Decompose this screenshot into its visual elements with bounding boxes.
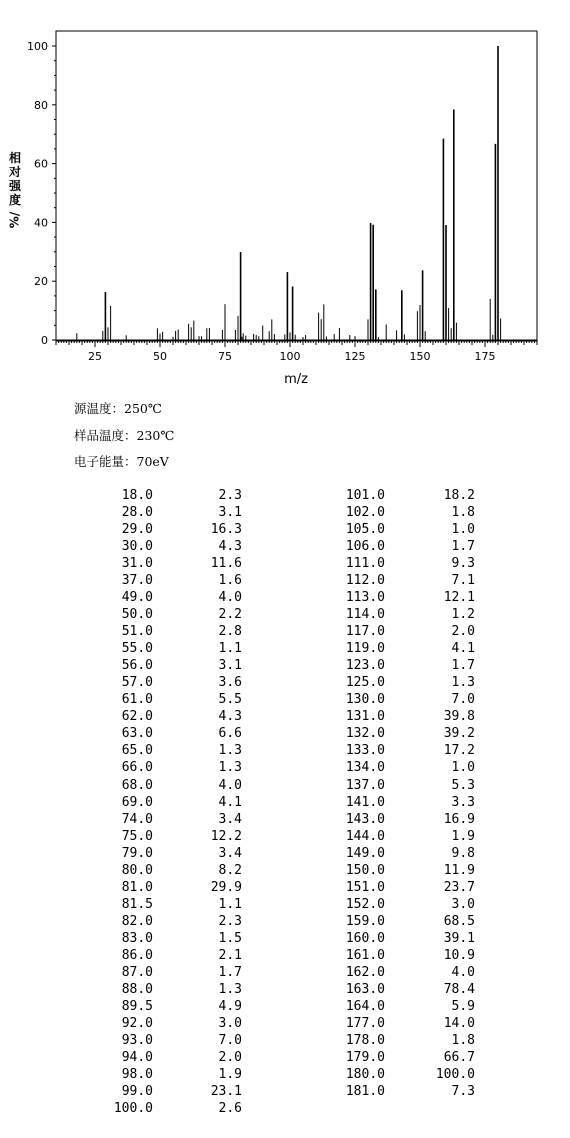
mz-value: 55.0 — [121, 641, 153, 657]
relative-intensity: 10.9 — [443, 947, 475, 963]
mz-value: 150.0 — [345, 862, 385, 878]
table-row — [0, 725, 570, 742]
relative-intensity: 1.8 — [451, 505, 475, 521]
relative-intensity: 2.0 — [451, 624, 475, 640]
mz-value: 83.0 — [121, 930, 153, 946]
relative-intensity: 4.0 — [218, 590, 242, 606]
mz-value: 68.0 — [121, 777, 153, 793]
table-row — [0, 1049, 570, 1066]
table-row — [0, 708, 570, 725]
table-row — [0, 930, 570, 947]
mz-value: 51.0 — [121, 624, 153, 640]
relative-intensity: 9.3 — [451, 556, 475, 572]
table-row — [0, 845, 570, 862]
table-row — [0, 572, 570, 589]
relative-intensity: 17.2 — [443, 743, 475, 759]
x-tick-label: 75 — [218, 350, 232, 363]
mz-value: 181.0 — [345, 1084, 385, 1100]
relative-intensity: 8.2 — [218, 862, 242, 878]
relative-intensity: 1.0 — [451, 760, 475, 776]
mz-value: 132.0 — [345, 726, 385, 742]
mz-value: 81.0 — [121, 879, 153, 895]
mz-value: 93.0 — [121, 1032, 153, 1048]
mz-value: 105.0 — [345, 522, 385, 538]
mz-value: 133.0 — [345, 743, 385, 759]
table-row — [0, 555, 570, 572]
y-tick-label: 60 — [34, 157, 48, 171]
mz-value: 56.0 — [121, 658, 153, 674]
source-temperature: 源温度：250℃ — [74, 401, 162, 416]
mz-value: 74.0 — [121, 811, 153, 827]
relative-intensity: 1.5 — [218, 930, 242, 946]
relative-intensity: 7.0 — [451, 692, 475, 708]
mz-value: 79.0 — [121, 845, 153, 861]
mz-value: 162.0 — [345, 964, 385, 980]
table-row — [0, 811, 570, 828]
relative-intensity: 12.2 — [210, 828, 242, 844]
mz-value: 161.0 — [345, 947, 385, 963]
table-row — [0, 998, 570, 1015]
relative-intensity: 4.3 — [218, 709, 242, 725]
mz-value: 179.0 — [345, 1049, 385, 1065]
relative-intensity: 6.6 — [218, 726, 242, 742]
relative-intensity: 3.6 — [218, 675, 242, 691]
mz-value: 178.0 — [345, 1032, 385, 1048]
mz-value: 61.0 — [121, 692, 153, 708]
mz-value: 112.0 — [345, 573, 385, 589]
relative-intensity: 4.3 — [218, 539, 242, 555]
table-row — [0, 862, 570, 879]
relative-intensity: 1.3 — [451, 675, 475, 691]
relative-intensity: 1.3 — [218, 743, 242, 759]
y-axis — [27, 40, 56, 347]
mz-value: 144.0 — [345, 828, 385, 844]
relative-intensity: 5.5 — [218, 692, 242, 708]
x-tick-label: 100 — [279, 350, 301, 363]
mz-value: 159.0 — [345, 913, 385, 929]
relative-intensity: 4.0 — [451, 964, 475, 980]
y-axis-label-unit: %/ — [7, 211, 22, 229]
mz-value: 180.0 — [345, 1067, 385, 1083]
relative-intensity: 11.9 — [443, 862, 475, 878]
relative-intensity: 14.0 — [443, 1015, 475, 1031]
mz-value: 89.5 — [121, 998, 153, 1014]
relative-intensity: 16.3 — [210, 522, 242, 538]
relative-intensity: 1.3 — [218, 981, 242, 997]
relative-intensity: 9.8 — [451, 845, 475, 861]
relative-intensity: 23.7 — [443, 879, 475, 895]
peak-bars — [77, 46, 501, 340]
x-tick-label: 150 — [409, 350, 431, 363]
relative-intensity: 3.4 — [218, 811, 242, 827]
table-row — [0, 947, 570, 964]
relative-intensity: 1.9 — [451, 828, 475, 844]
relative-intensity: 2.6 — [218, 1101, 242, 1117]
relative-intensity: 78.4 — [443, 981, 475, 997]
mz-value: 113.0 — [345, 590, 385, 606]
relative-intensity: 12.1 — [443, 590, 475, 606]
mz-value: 152.0 — [345, 896, 385, 912]
relative-intensity: 2.1 — [218, 947, 242, 963]
relative-intensity: 1.1 — [218, 641, 242, 657]
mz-value: 94.0 — [121, 1049, 153, 1065]
mz-value: 18.0 — [121, 488, 153, 503]
relative-intensity: 5.3 — [451, 777, 475, 793]
mz-value: 123.0 — [345, 658, 385, 674]
mz-value: 117.0 — [345, 624, 385, 640]
table-row — [0, 589, 570, 606]
x-tick-label: 25 — [88, 350, 102, 363]
mass-spectrum-chart — [0, 0, 570, 400]
table-row — [0, 964, 570, 981]
relative-intensity: 2.3 — [218, 913, 242, 929]
mz-value: 30.0 — [121, 539, 153, 555]
relative-intensity: 3.0 — [218, 1015, 242, 1031]
relative-intensity: 3.1 — [218, 505, 242, 521]
mz-value: 50.0 — [121, 607, 153, 623]
table-row — [0, 623, 570, 640]
relative-intensity: 100.0 — [435, 1067, 475, 1083]
mz-value: 57.0 — [121, 675, 153, 691]
y-tick-label: 0 — [41, 334, 48, 347]
mz-value: 99.0 — [121, 1084, 153, 1100]
relative-intensity: 1.1 — [218, 896, 242, 912]
table-row — [0, 742, 570, 759]
mz-value: 125.0 — [345, 675, 385, 691]
y-axis-label-char: 强 — [8, 179, 22, 193]
relative-intensity: 2.3 — [218, 488, 242, 503]
relative-intensity: 7.1 — [451, 573, 475, 589]
mz-value: 100.0 — [113, 1101, 153, 1117]
mz-value: 177.0 — [345, 1015, 385, 1031]
mz-value: 106.0 — [345, 539, 385, 555]
table-row — [0, 981, 570, 998]
table-row — [0, 487, 570, 504]
mz-value: 111.0 — [345, 556, 385, 572]
table-row — [0, 691, 570, 708]
mz-value: 102.0 — [345, 505, 385, 521]
mz-value: 141.0 — [345, 794, 385, 810]
relative-intensity: 3.1 — [218, 658, 242, 674]
y-axis-label-char: 相 — [8, 151, 22, 165]
relative-intensity: 39.1 — [443, 930, 475, 946]
mz-value: 86.0 — [121, 947, 153, 963]
mz-value: 65.0 — [121, 743, 153, 759]
mz-value: 149.0 — [345, 845, 385, 861]
relative-intensity: 29.9 — [210, 879, 242, 895]
relative-intensity: 7.0 — [218, 1032, 242, 1048]
relative-intensity: 2.2 — [218, 607, 242, 623]
mz-value: 160.0 — [345, 930, 385, 946]
relative-intensity: 39.8 — [443, 709, 475, 725]
table-row — [0, 640, 570, 657]
table-row — [0, 759, 570, 776]
relative-intensity: 4.9 — [218, 998, 242, 1014]
relative-intensity: 11.6 — [210, 556, 242, 572]
table-row — [0, 606, 570, 623]
mz-value: 151.0 — [345, 879, 385, 895]
relative-intensity: 1.3 — [218, 760, 242, 776]
table-row — [0, 777, 570, 794]
mz-value: 63.0 — [121, 726, 153, 742]
table-row — [0, 1032, 570, 1049]
y-tick-label: 20 — [34, 275, 48, 289]
table-row — [0, 1015, 570, 1032]
plot-frame — [56, 31, 537, 341]
relative-intensity: 18.2 — [443, 488, 475, 503]
mz-value: 164.0 — [345, 998, 385, 1014]
mz-value: 81.5 — [121, 896, 153, 912]
mz-value: 137.0 — [345, 777, 385, 793]
mz-value: 130.0 — [345, 692, 385, 708]
mz-value: 88.0 — [121, 981, 153, 997]
table-row — [0, 794, 570, 811]
mz-value: 134.0 — [345, 760, 385, 776]
x-tick-label: 175 — [474, 350, 496, 363]
mz-value: 29.0 — [121, 522, 153, 538]
relative-intensity: 4.1 — [451, 641, 475, 657]
y-axis-label-char: 对 — [8, 165, 22, 179]
table-row — [0, 828, 570, 845]
mz-value: 163.0 — [345, 981, 385, 997]
mz-value: 75.0 — [121, 828, 153, 844]
mz-value: 66.0 — [121, 760, 153, 776]
relative-intensity: 1.7 — [451, 539, 475, 555]
x-tick-label: 125 — [344, 350, 366, 363]
table-row — [0, 521, 570, 538]
electron-energy: 电子能量：70eV — [74, 454, 169, 469]
mz-value: 114.0 — [345, 607, 385, 623]
mz-value: 31.0 — [121, 556, 153, 572]
relative-intensity: 3.4 — [218, 845, 242, 861]
table-row — [0, 504, 570, 521]
relative-intensity: 1.7 — [218, 964, 242, 980]
relative-intensity: 1.9 — [218, 1067, 242, 1083]
mz-value: 28.0 — [121, 505, 153, 521]
relative-intensity: 1.0 — [451, 522, 475, 538]
mz-value: 101.0 — [345, 488, 385, 503]
mz-value: 131.0 — [345, 709, 385, 725]
relative-intensity: 4.1 — [218, 794, 242, 810]
mz-value: 69.0 — [121, 794, 153, 810]
x-axis — [56, 340, 537, 363]
relative-intensity: 3.3 — [451, 794, 475, 810]
table-row — [0, 1100, 570, 1117]
mz-value: 98.0 — [121, 1067, 153, 1083]
table-row — [0, 896, 570, 913]
relative-intensity: 68.5 — [443, 913, 475, 929]
y-tick-label: 80 — [34, 98, 48, 112]
relative-intensity: 39.2 — [443, 726, 475, 742]
relative-intensity: 7.3 — [451, 1084, 475, 1100]
table-row — [0, 1083, 570, 1100]
relative-intensity: 1.8 — [451, 1032, 475, 1048]
relative-intensity: 1.7 — [451, 658, 475, 674]
y-tick-label: 40 — [34, 216, 48, 230]
table-row — [0, 913, 570, 930]
mz-value: 62.0 — [121, 709, 153, 725]
relative-intensity: 2.0 — [218, 1049, 242, 1065]
relative-intensity: 4.0 — [218, 777, 242, 793]
relative-intensity: 3.0 — [451, 896, 475, 912]
relative-intensity: 66.7 — [443, 1049, 475, 1065]
mz-value: 92.0 — [121, 1015, 153, 1031]
table-row — [0, 538, 570, 555]
table-row — [0, 1066, 570, 1083]
mz-value: 143.0 — [345, 811, 385, 827]
mz-value: 119.0 — [345, 641, 385, 657]
mz-value: 87.0 — [121, 964, 153, 980]
y-tick-label: 100 — [27, 40, 48, 53]
relative-intensity: 5.9 — [451, 998, 475, 1014]
table-row — [0, 879, 570, 896]
y-axis-label-char: 度 — [8, 193, 22, 207]
x-tick-label: 50 — [153, 350, 167, 363]
mz-value: 49.0 — [121, 590, 153, 606]
mz-value: 82.0 — [121, 913, 153, 929]
relative-intensity: 1.2 — [451, 607, 475, 623]
y-axis-label — [8, 150, 22, 228]
sample-temperature: 样品温度：230℃ — [74, 428, 175, 443]
relative-intensity: 1.6 — [218, 573, 242, 589]
relative-intensity: 2.8 — [218, 624, 242, 640]
x-axis-label: m/z — [284, 372, 308, 387]
mz-value: 37.0 — [121, 573, 153, 589]
relative-intensity: 23.1 — [210, 1084, 242, 1100]
mz-value: 80.0 — [121, 862, 153, 878]
table-row — [0, 657, 570, 674]
table-row — [0, 674, 570, 691]
relative-intensity: 16.9 — [443, 811, 475, 827]
